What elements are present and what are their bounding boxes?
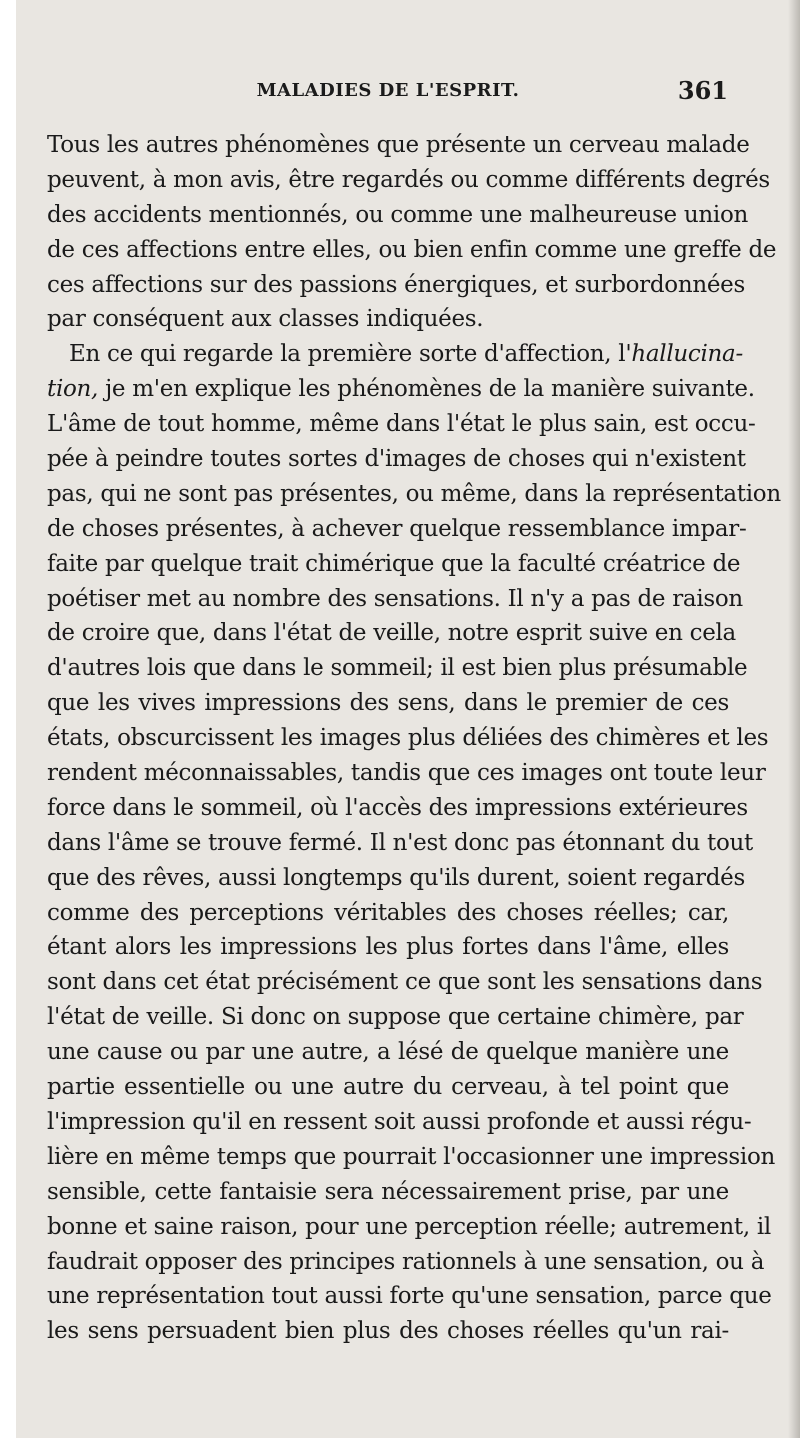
text-line: lière en même temps que pourrait l'occasionner une impression (47, 1143, 775, 1170)
page-left-margin (0, 0, 16, 1444)
text-line: L'âme de tout homme, même dans l'état le plus sain, est occu- (47, 411, 756, 438)
text-line: comme des perceptions véritables des choses réelles; car, (47, 899, 729, 926)
text-line: une représentation tout aussi forte qu'une sensation, parce que (47, 1283, 772, 1310)
text-line: ces affections sur des passions énergiques, et surbordonnées (47, 271, 745, 298)
text-line: de croire que, dans l'état de veille, notre esprit suive en cela (47, 620, 736, 647)
text-line: bonne et saine raison, pour une perception réelle; autrement, il (47, 1213, 771, 1240)
text-line: faudrait opposer des principes rationnels à une sensation, ou à (47, 1248, 765, 1275)
text-line (47, 372, 755, 407)
text-line: des accidents mentionnés, ou comme une malheureuse union (47, 201, 749, 228)
text-line: pée à peindre toutes sortes d'images de choses qui n'existent (47, 446, 746, 473)
text-line: que les vives impressions des sens, dans le premier de ces (47, 690, 729, 717)
text-line: les sens persuadent bien plus des choses réelles qu'un rai- (47, 1318, 729, 1345)
text-line: l'état de veille. Si donc on suppose que certaine chimère, par (47, 1004, 744, 1031)
text-line: dans l'âme se trouve fermé. Il n'est donc pas étonnant du tout (47, 829, 753, 856)
page-number: 361 (677, 76, 728, 105)
text-line: poétiser met au nombre des sensations. Il n'y a pas de raison (47, 585, 743, 612)
text-line: états, obscurcissent les images plus déliées des chimères et les (47, 725, 769, 752)
spine-shadow (788, 0, 800, 1444)
text-line: sont dans cet état précisément ce que sont les sensations dans (47, 969, 763, 996)
body-text (47, 128, 781, 1349)
text-line: l'impression qu'il en ressent soit aussi profonde et aussi régu- (47, 1108, 752, 1135)
italic-term: hallucina- (631, 341, 743, 368)
text-line (47, 337, 743, 372)
text-line: de ces affections entre elles, ou bien enfin comme une greffe de (47, 236, 777, 263)
text-span: je m'en explique les phénomènes de la manière suivante. (98, 376, 755, 403)
text-line: pas, qui ne sont pas présentes, ou même, dans la représentation (47, 480, 781, 507)
page-header (48, 76, 728, 110)
text-line: que des rêves, aussi longtemps qu'ils durent, soient regardés (47, 864, 745, 891)
text-line: par conséquent aux classes indiquées. (47, 306, 484, 333)
text-line: Tous les autres phénomènes que présente un cerveau malade (47, 132, 750, 158)
text-line: partie essentielle ou une autre du cerveau, à tel point que (47, 1074, 729, 1101)
running-title: MALADIES DE L'ESPRIT. (256, 80, 520, 101)
text-line: étant alors les impressions les plus fortes dans l'âme, elles (47, 934, 729, 961)
text-line: une cause ou par une autre, a lésé de quelque manière une (47, 1039, 729, 1066)
text-span: En ce qui regarde la première sorte d'affection, l' (69, 341, 632, 368)
text-line: rendent méconnaissables, tandis que ces images ont toute leur (47, 760, 766, 787)
italic-term: tion, (47, 376, 99, 403)
text-line: faite par quelque trait chimérique que la faculté créatrice de (47, 550, 741, 577)
text-line: de choses présentes, à achever quelque ressemblance impar- (47, 515, 747, 542)
page-bottom-margin (0, 1438, 800, 1444)
text-line: peuvent, à mon avis, être regardés ou comme différents degrés (47, 166, 770, 193)
text-line: d'autres lois que dans le sommeil; il est bien plus présumable (47, 655, 748, 682)
text-line: sensible, cette fantaisie sera nécessairement prise, par une (47, 1178, 729, 1205)
text-line: force dans le sommeil, où l'accès des impressions extérieures (47, 794, 748, 821)
